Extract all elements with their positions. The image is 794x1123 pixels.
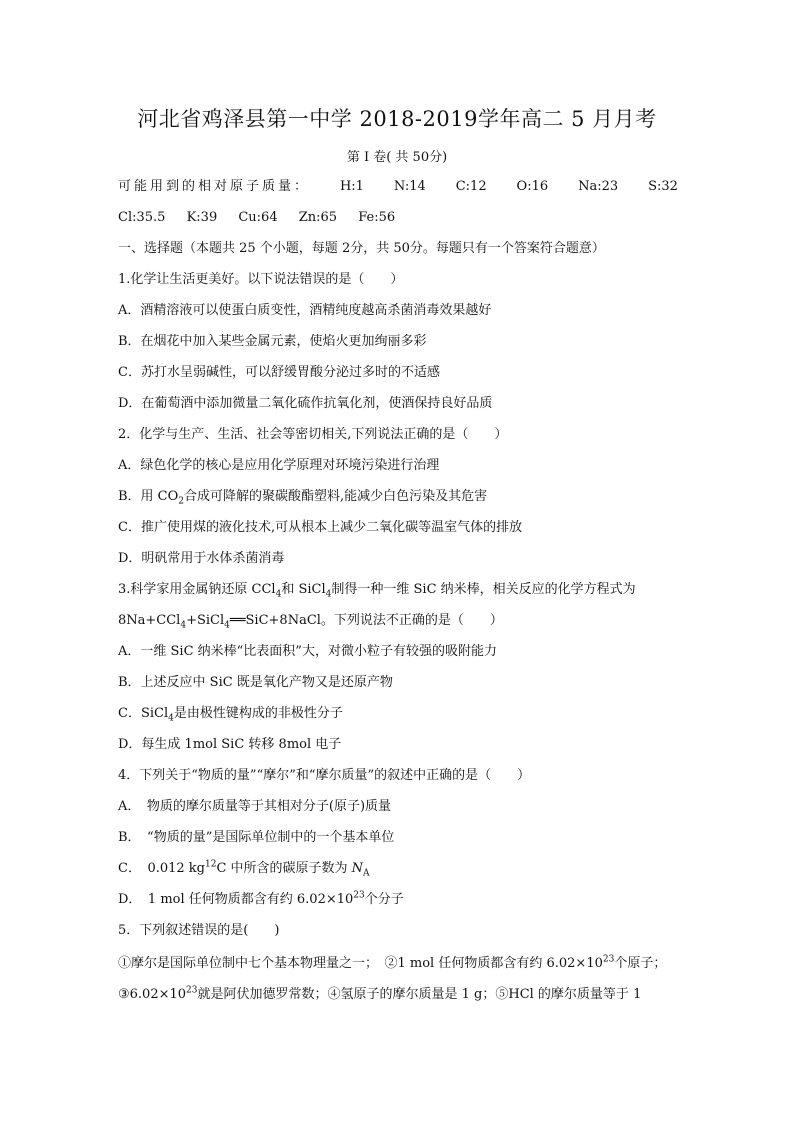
atomic-mass-item: Cu:64 xyxy=(238,210,278,225)
question-4-option-b: B． “物质的量”是国际单位制中的一个基本单位 xyxy=(118,830,395,845)
atomic-mass-label: 可能用到的相对原子质量： xyxy=(118,179,311,194)
section-heading: 一、选择题（本题共 25 个小题，每题 2分，共 50分。每题只有一个答案符合题意） xyxy=(118,241,605,256)
question-3-equation: 8Na+CCl$_4$+SiCl$_4$══SiC+8NaCl。下列说法不正确的是（ ） xyxy=(118,613,503,631)
question-1-stem: 1.化学让生活更美好。以下说法错误的是（ ） xyxy=(118,272,404,287)
question-5-statements-line-2: $③6.02\times 10^{23}$就是阿伏加德罗常数；④氢原子的摩尔质量是 1 g；⑤HCl 的摩尔质量等于 1 xyxy=(118,985,642,1002)
section-subtitle: 第 I 卷( 共 50分) xyxy=(346,150,448,165)
question-3-stem: 3.科学家用金属钠还原 CCl$_4$和 SiCl$_4$制得一种一维 SiC 纳米棒，相关反应的化学方程式为 xyxy=(118,582,636,600)
question-4-option-c: C． 0.012 $kg^{12}C$ 中所含的碳原子数为 $N_A$ xyxy=(118,859,370,879)
atomic-mass-item: C:12 xyxy=(455,179,487,194)
question-3-option-b: B．上述反应中 SiC 既是氧化产物又是还原产物 xyxy=(118,675,393,690)
question-4-option-d: D． 1 mol 任何物质都含有约 $6.02\times 10^{23}$个分子 xyxy=(118,890,404,907)
question-2-option-d: D．明矾常用于水体杀菌消毒 xyxy=(118,551,285,566)
atomic-mass-item: Cl:35.5 xyxy=(118,210,166,225)
question-5-stem: 5．下列叙述错误的是( ) xyxy=(118,923,280,938)
question-3-option-c: C．SiCl$_4$是由极性键构成的非极性分子 xyxy=(118,706,343,724)
atomic-mass-row-2 xyxy=(118,209,412,227)
question-3-option-a: A．一维 SiC 纳米棒“比表面积”大，对微小粒子有较强的吸附能力 xyxy=(118,644,497,659)
question-2-stem: 2．化学与生产、生活、社会等密切相关,下列说法正确的是（ ） xyxy=(118,427,508,442)
question-1-option-c: C．苏打水呈弱碱性，可以舒缓胃酸分泌过多时的不适感 xyxy=(118,365,440,380)
atomic-mass-item: H:1 xyxy=(339,179,364,194)
atomic-mass-item: K:39 xyxy=(186,210,218,225)
question-4-option-a: A． 物质的摩尔质量等于其相对分子(原子)质量 xyxy=(118,799,392,814)
question-5-statements-line-1: ①摩尔是国际单位制中七个基本物理量之一； ②1 mol 任何物质都含有约 $6.02\times 10^{23}$个原子； xyxy=(118,954,667,971)
atomic-mass-item: S:32 xyxy=(648,179,678,194)
page-title: 河北省鸡泽县第一中学 2018-2019学年高二 5 月月考 xyxy=(137,107,657,131)
atomic-mass-item: Fe:56 xyxy=(358,210,396,225)
question-2-option-b: B．用 $CO_2$合成可降解的聚碳酸酯塑料,能减少白色污染及其危害 xyxy=(118,489,488,507)
question-2-option-c: C．推广使用煤的液化技术,可从根本上减少二氧化碳等温室气体的排放 xyxy=(118,520,523,535)
question-1-option-d: D．在葡萄酒中添加微量二氧化硫作抗氧化剂，使酒保持良好品质 xyxy=(118,396,493,411)
question-2-option-a: A．绿色化学的核心是应用化学原理对环境污染进行治理 xyxy=(118,458,440,473)
atomic-mass-item: Zn:65 xyxy=(298,210,338,225)
question-1-option-b: B．在烟花中加入某些金属元素，使焰火更加绚丽多彩 xyxy=(118,334,427,349)
atomic-mass-row-1 xyxy=(118,178,678,196)
atomic-mass-item: N:14 xyxy=(393,179,426,194)
question-1-option-a: A．酒精溶液可以使蛋白质变性，酒精纯度越高杀菌消毒效果越好 xyxy=(118,303,492,318)
question-4-stem: 4．下列关于“物质的量”“摩尔”和“摩尔质量”的叙述中正确的是（ ） xyxy=(118,768,531,783)
atomic-mass-item: O:16 xyxy=(516,179,549,194)
atomic-mass-item: Na:23 xyxy=(578,179,619,194)
question-3-option-d: D．每生成 1mol SiC 转移 8mol 电子 xyxy=(118,737,342,752)
